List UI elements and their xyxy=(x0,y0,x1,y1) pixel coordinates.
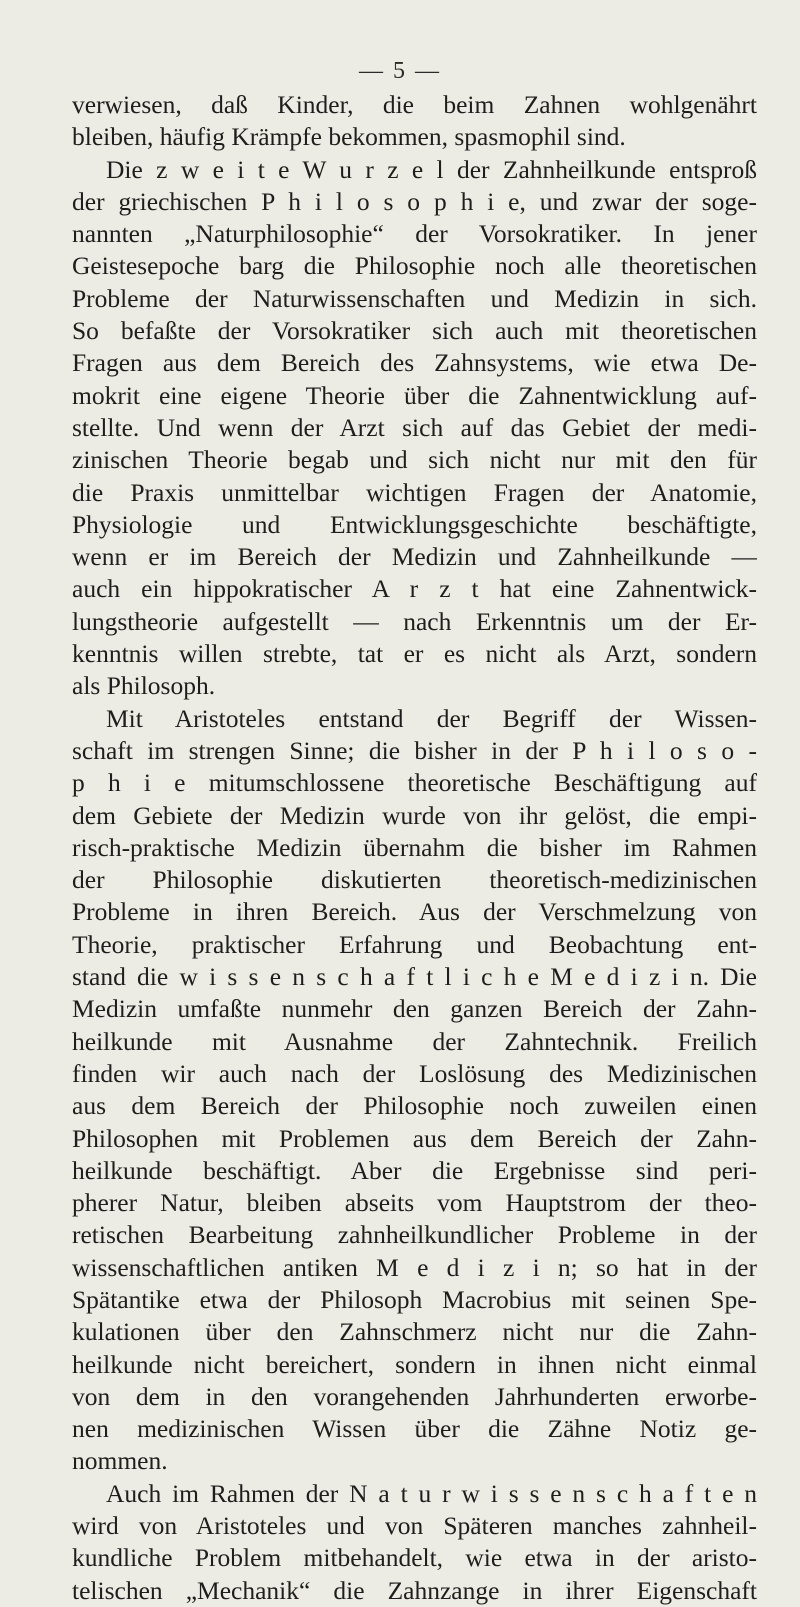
text-line: pherer Natur, bleiben abseits vom Hauptstrom der theo- xyxy=(72,1188,757,1218)
text-line: kenntnis willen strebte, tat er es nicht als Arzt, sondern xyxy=(72,639,757,669)
text-line: wenn er im Bereich der Medizin und Zahnheilkunde — xyxy=(72,542,757,572)
text-line: nannten „Naturphilosophie“ der Vorsokratiker. In jener xyxy=(72,219,757,249)
text-line: Mit Aristoteles entstand der Begriff der Wissen- xyxy=(106,703,757,733)
text-line: kulationen über den Zahnschmerz nicht nur die Zahn- xyxy=(72,1317,757,1347)
text-line: Die z w e i t e W u r z e l der Zahnheilkunde entsproß xyxy=(106,154,757,184)
text-line: aus dem Bereich der Philosophie noch zuweilen einen xyxy=(72,1091,757,1121)
paragraph xyxy=(72,1478,757,1607)
text-line: stand die w i s s e n s c h a f t l i c h e M e d i z i n. Die xyxy=(72,962,757,992)
text-line: Fragen aus dem Bereich des Zahnsystems, wie etwa De- xyxy=(72,348,757,378)
text-line: der Philosophie diskutierten theoretisch-medizinischen xyxy=(72,865,757,895)
text-line: wird von Aristoteles und von Späteren manches zahnheil- xyxy=(72,1511,757,1541)
body-text xyxy=(72,89,757,1607)
text-line: Probleme der Naturwissenschaften und Medizin in sich. xyxy=(72,283,757,313)
text-line: auch ein hippokratischer A r z t hat eine Zahnentwick- xyxy=(72,574,757,604)
text-line: dem Gebiete der Medizin wurde von ihr gelöst, die empi- xyxy=(72,800,757,830)
text-line: verwiesen, daß Kinder, die beim Zahnen wohlgenährt xyxy=(72,90,757,119)
text-line: bleiben, häufig Krämpfe bekommen, spasmophil sind. xyxy=(72,122,626,152)
paragraph xyxy=(72,89,757,154)
text-line: Auch im Rahmen der N a t u r w i s s e n s c h a f t e n xyxy=(106,1478,757,1508)
text-line: heilkunde mit Ausnahme der Zahntechnik. Freilich xyxy=(72,1026,757,1056)
text-line: von dem in den vorangehenden Jahrhunderten erworbe- xyxy=(72,1381,757,1411)
text-line: kundliche Problem mitbehandelt, wie etwa in der aristo- xyxy=(72,1543,757,1573)
text-line: retischen Bearbeitung zahnheilkundlicher Probleme in der xyxy=(72,1220,757,1250)
paragraph xyxy=(72,703,757,1478)
text-line: Medizin umfaßte nunmehr den ganzen Bereich der Zahn- xyxy=(72,994,757,1024)
text-line: Physiologie und Entwicklungsgeschichte beschäftigte, xyxy=(72,509,757,539)
text-line: Theorie, praktischer Erfahrung und Beobachtung ent- xyxy=(72,929,757,959)
text-line: risch-praktische Medizin übernahm die bisher im Rahmen xyxy=(72,832,757,862)
text-line: telischen „Mechanik“ die Zahnzange in ihrer Eigenschaft xyxy=(72,1575,757,1605)
text-line: heilkunde nicht bereichert, sondern in ihnen nicht einmal xyxy=(72,1349,757,1379)
text-line: als Philosoph. xyxy=(72,671,216,701)
text-line: finden wir auch nach der Loslösung des Medizinischen xyxy=(72,1058,757,1088)
text-line: Spätantike etwa der Philosoph Macrobius mit seinen Spe- xyxy=(72,1284,757,1314)
text-line: mokrit eine eigene Theorie über die Zahnentwicklung auf- xyxy=(72,380,757,410)
text-line: Probleme in ihren Bereich. Aus der Verschmelzung von xyxy=(72,897,757,927)
text-line: So befaßte der Vorsokratiker sich auch mit theoretischen xyxy=(72,316,757,346)
paragraph xyxy=(72,154,757,703)
text-line: lungstheorie aufgestellt — nach Erkenntnis um der Er- xyxy=(72,606,757,636)
text-line: heilkunde beschäftigt. Aber die Ergebnisse sind peri- xyxy=(72,1155,757,1185)
text-line: die Praxis unmittelbar wichtigen Fragen der Anatomie, xyxy=(72,477,757,507)
text-line: nommen. xyxy=(72,1446,168,1476)
text-line: stellte. Und wenn der Arzt sich auf das Gebiet der medi- xyxy=(72,412,757,442)
text-line: Geistesepoche barg die Philosophie noch alle theoretischen xyxy=(72,251,757,281)
text-line: nen medizinischen Wissen über die Zähne Notiz ge- xyxy=(72,1414,757,1444)
text-line: p h i e mitumschlossene theoretische Beschäftigung auf xyxy=(72,768,757,798)
text-line: Philosophen mit Problemen aus dem Bereich der Zahn- xyxy=(72,1123,757,1153)
text-line: der griechischen P h i l o s o p h i e, und zwar der soge- xyxy=(72,186,757,216)
text-line: schaft im strengen Sinne; die bisher in der P h i l o s o - xyxy=(72,735,757,765)
text-line: wissenschaftlichen antiken M e d i z i n; so hat in der xyxy=(72,1252,757,1282)
text-line: zinischen Theorie begab und sich nicht nur mit den für xyxy=(72,445,757,475)
page-number: — 5 — xyxy=(359,58,441,84)
